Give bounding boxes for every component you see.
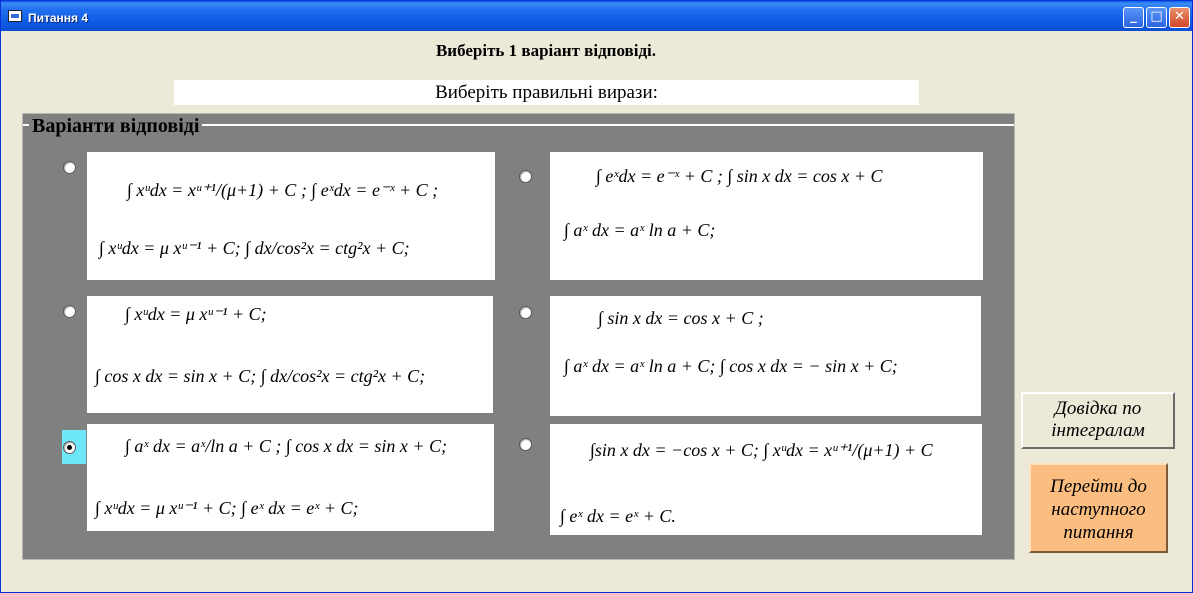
- option-radio-4[interactable]: [519, 306, 532, 319]
- option-radio-6[interactable]: [519, 438, 532, 451]
- option-radio-5[interactable]: [63, 441, 76, 454]
- option-6-formula-1: ∫sin x dx = −cos x + C; ∫ xᵘdx = xᵘ⁺¹/(μ+1) + C: [590, 440, 933, 460]
- option-card-6[interactable]: [550, 424, 982, 535]
- close-button[interactable]: ✕: [1169, 7, 1190, 28]
- window-title: Питання 4: [28, 11, 89, 25]
- option-card-1[interactable]: [87, 152, 495, 280]
- option-radio-3[interactable]: [63, 305, 76, 318]
- option-6-formula-2: ∫ eˣ dx = eˣ + C.: [560, 506, 676, 526]
- help-integrals-button[interactable]: Довідка по інтегралам: [1021, 392, 1175, 449]
- option-card-4[interactable]: [550, 296, 981, 416]
- option-4-formula-2: ∫ aˣ dx = aˣ ln a + C; ∫ cos x dx = − sin x + C;: [564, 356, 898, 376]
- option-5-formula-1: ∫ aˣ dx = aˣ/ln a + C ; ∫ cos x dx = sin x + C;: [125, 436, 448, 456]
- option-card-2[interactable]: [550, 152, 983, 280]
- group-label: Варіанти відповіді: [29, 115, 202, 138]
- title-bar[interactable]: [1, 1, 1192, 31]
- minimize-button[interactable]: _: [1123, 7, 1144, 28]
- option-radio-1[interactable]: [63, 161, 76, 174]
- option-1-formula-1: ∫ xᵘdx = xᵘ⁺¹/(μ+1) + C ; ∫ eˣdx = e⁻ˣ + C ;: [127, 180, 439, 200]
- instruction-heading: Виберіть 1 варіант відповіді.: [435, 41, 657, 60]
- option-3-formula-2: ∫ cos x dx = sin x + C; ∫ dx/cos²x = ctg²x + C;: [95, 366, 426, 386]
- maximize-button[interactable]: □: [1146, 7, 1167, 28]
- option-card-3[interactable]: [87, 296, 493, 413]
- option-3-formula-1: ∫ xᵘdx = μ xᵘ⁻¹ + C;: [125, 304, 267, 324]
- option-radio-2[interactable]: [519, 170, 532, 183]
- option-card-5[interactable]: [87, 424, 494, 531]
- option-2-formula-1: ∫ eˣdx = e⁻ˣ + C ; ∫ sin x dx = cos x + C: [596, 166, 883, 186]
- question-text: Виберіть правильні вирази:: [174, 80, 919, 105]
- option-4-formula-1: ∫ sin x dx = cos x + C ;: [598, 308, 764, 328]
- app-icon: [8, 10, 22, 22]
- option-5-formula-2: ∫ xᵘdx = μ xᵘ⁻¹ + C; ∫ eˣ dx = eˣ + C;: [95, 498, 359, 518]
- option-2-formula-2: ∫ aˣ dx = aˣ ln a + C;: [564, 220, 716, 240]
- next-question-button[interactable]: Перейти до наступного питання: [1029, 463, 1168, 553]
- option-1-formula-2: ∫ xᵘdx = μ xᵘ⁻¹ + C; ∫ dx/cos²x = ctg²x + C;: [99, 238, 410, 258]
